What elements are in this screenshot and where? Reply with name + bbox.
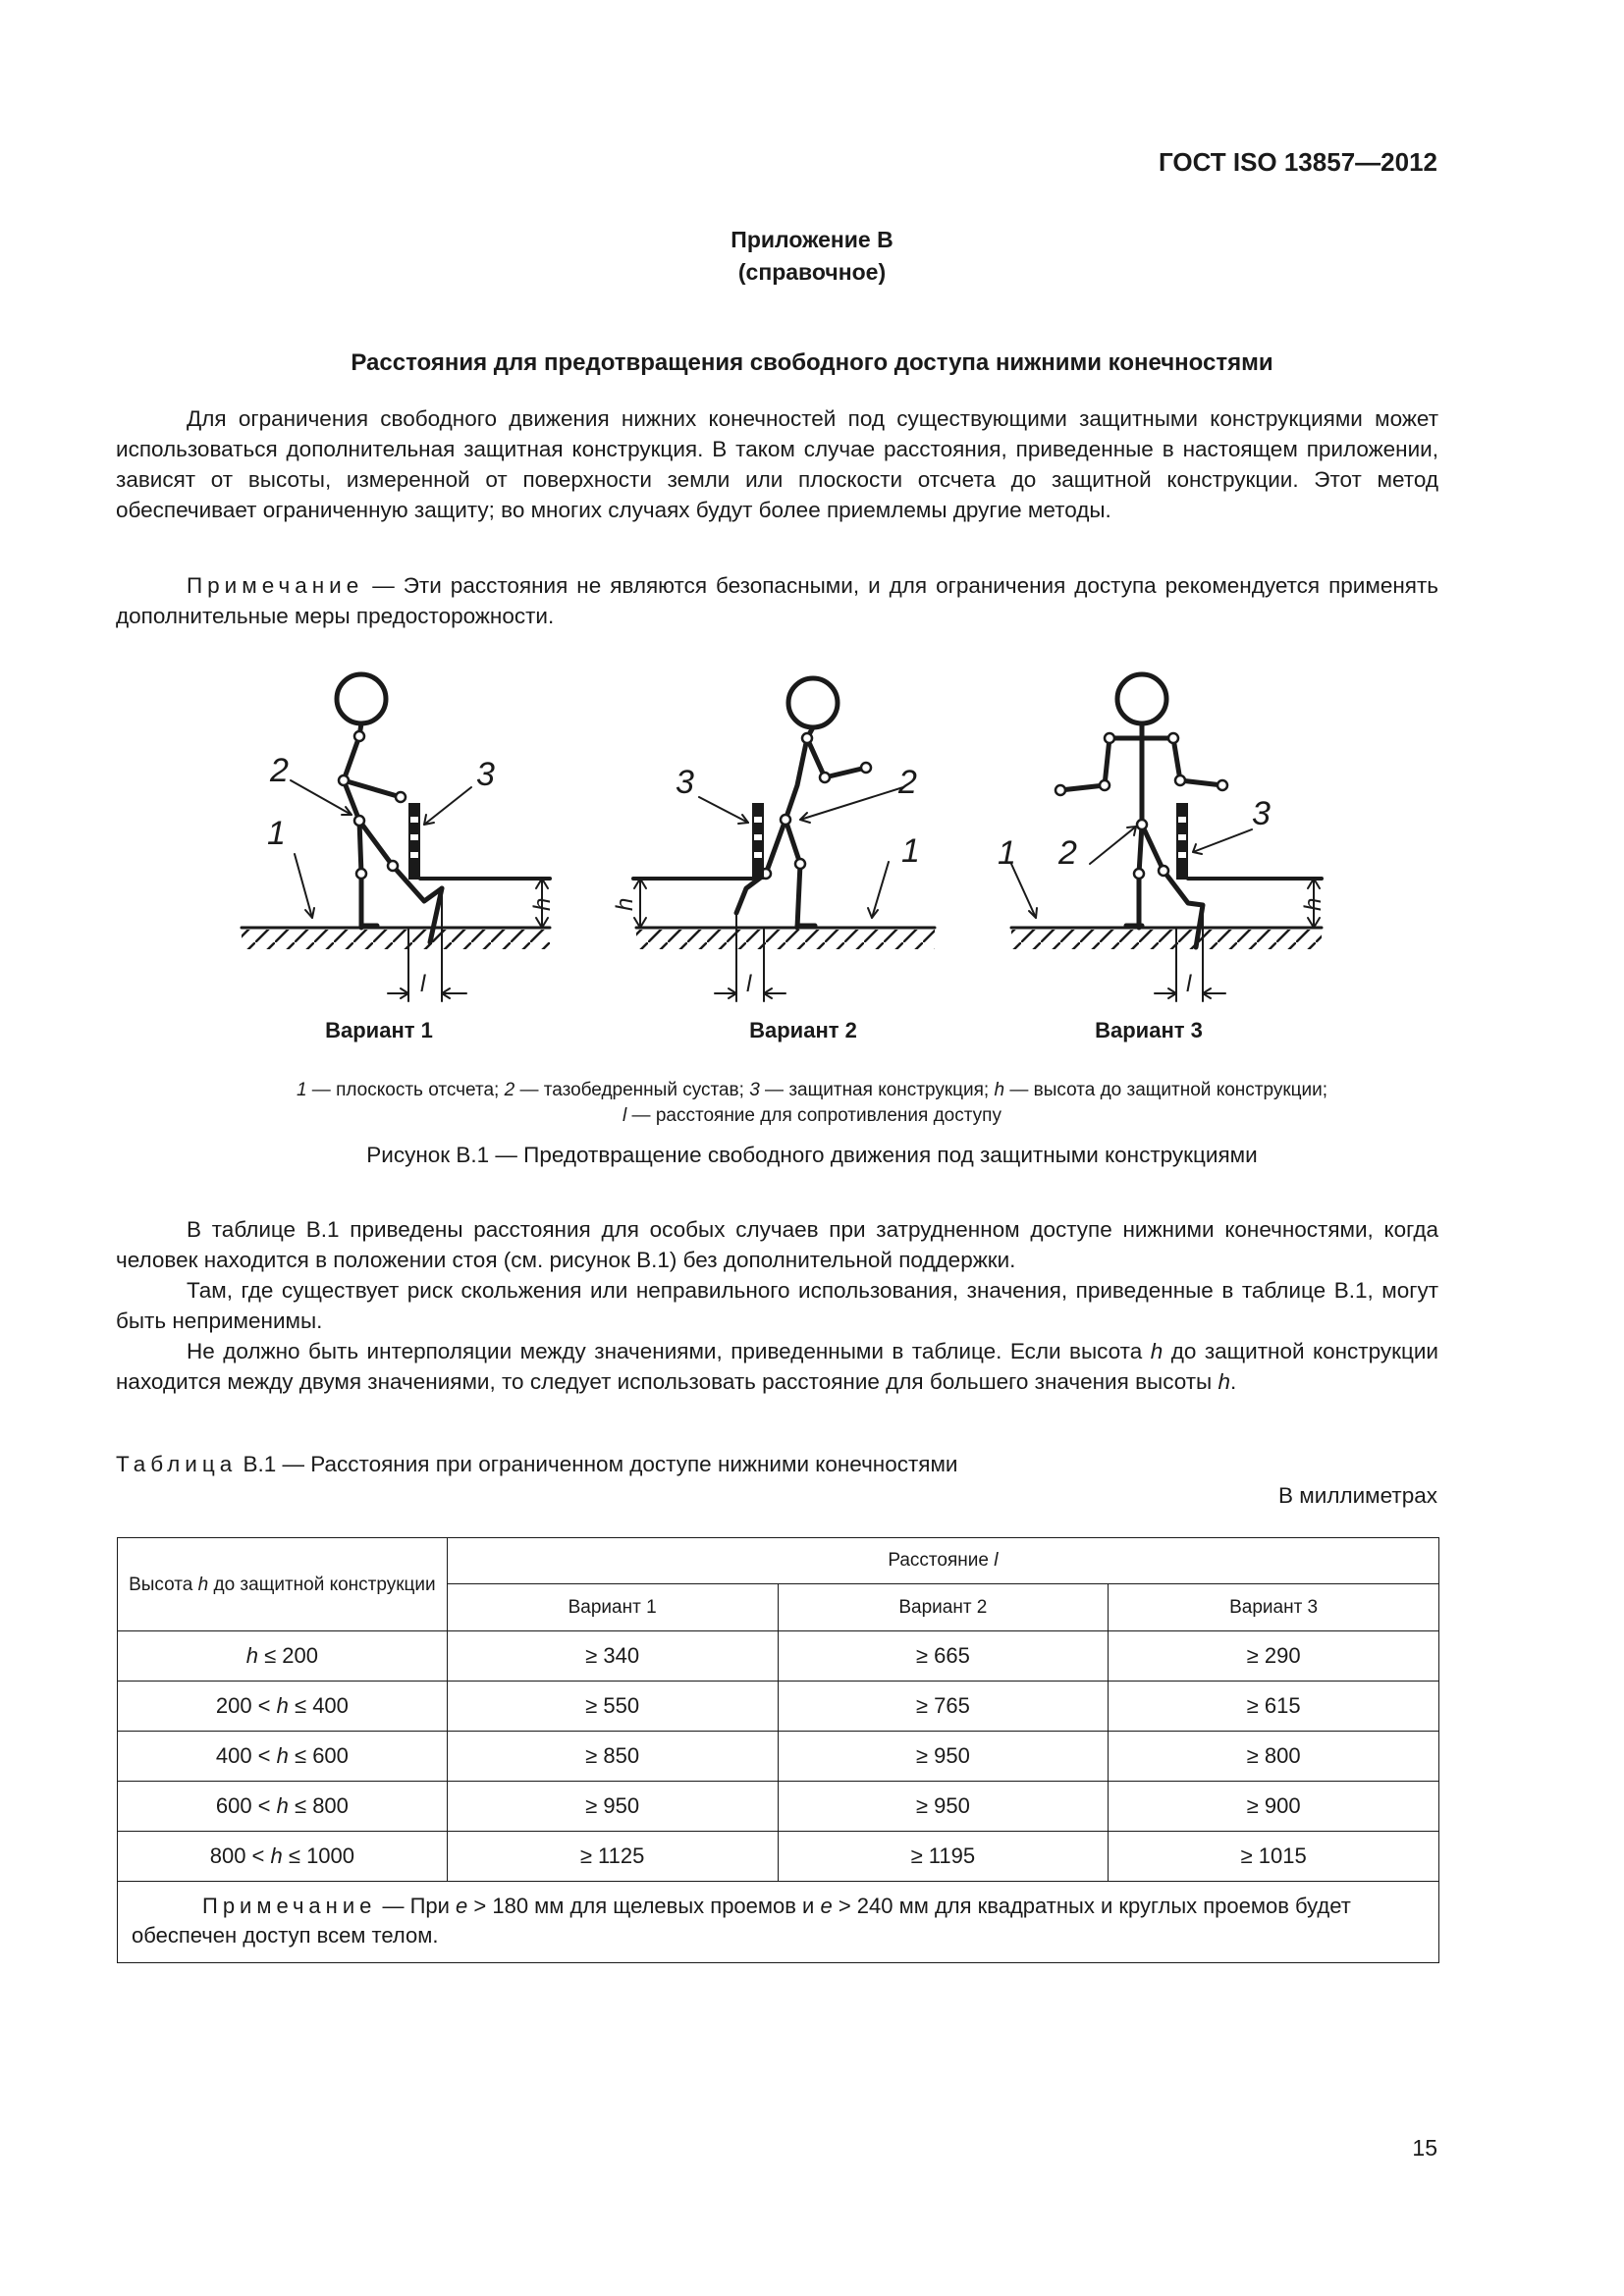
label-2: 2 (1058, 834, 1077, 872)
figure-caption: Рисунок В.1 — Предотвращение свободного движения под защитными конструкциями (366, 1143, 1258, 1167)
table-note: Примечание — При e > 180 мм для щелевых проемов и e > 240 мм для квадратных и круглых проемов будет обеспечен доступ всем телом. (118, 1882, 1439, 1963)
figure-legend (0, 1078, 1624, 1129)
variant-2-drawing (633, 678, 935, 1001)
label-l: l (420, 971, 426, 997)
table-row: 400 < h ≤ 600 ≥ 850 ≥ 950 ≥ 800 (118, 1732, 1439, 1782)
table-header-variant-3: Вариант 3 (1109, 1584, 1439, 1631)
table-row: 800 < h ≤ 1000 ≥ 1125 ≥ 1195 ≥ 1015 (118, 1832, 1439, 1882)
hip-joint-icon (1137, 820, 1147, 829)
appendix-heading (0, 224, 1624, 289)
intro-text: Для ограничения свободного движения нижних конечностей под существующими защитными конструкциями может использоваться дополнительная защитная конструкция. В таком случае расстояния, приведенные в настоящем приложении, зависят от высоты, измеренной от поверхности земли или плоскости отсчета до защитной конструкции. Этот метод обеспечивает ограниченную защиту; во многих случаях будут более приемлемы другие методы. (116, 406, 1438, 522)
head-icon (788, 678, 838, 727)
variant-3-label: Вариант 3 (1095, 1018, 1203, 1042)
note-label: Примечание (187, 573, 364, 598)
figure-b1 (0, 648, 1624, 1060)
hip-joint-icon (781, 815, 790, 825)
hip-joint-icon (354, 816, 364, 826)
body-paragraph-1: В таблице В.1 приведены расстояния для особых случаев при затрудненном доступе нижними конечностями, когда человек находится в положении стоя (см. рисунок В.1) без дополнительной поддержки. (116, 1217, 1438, 1272)
guard-structure-icon (408, 803, 420, 880)
variant-1-label: Вариант 1 (325, 1018, 433, 1042)
label-h: h (529, 897, 556, 911)
label-2: 2 (270, 752, 289, 789)
guard-structure-icon (1176, 803, 1188, 880)
intro-paragraph (116, 403, 1438, 525)
label-1: 1 (267, 815, 286, 852)
page-number: 15 (1412, 2135, 1437, 2161)
label-1: 1 (998, 834, 1016, 872)
label-h: h (1300, 897, 1326, 911)
table-row: 200 < h ≤ 400 ≥ 550 ≥ 765 ≥ 615 (118, 1682, 1439, 1732)
table-row: h ≤ 200 ≥ 340 ≥ 665 ≥ 290 (118, 1631, 1439, 1682)
label-2: 2 (898, 764, 917, 801)
label-h: h (612, 897, 638, 911)
guard-structure-icon (752, 803, 764, 880)
label-l: l (746, 971, 752, 997)
label-3: 3 (676, 764, 694, 801)
section-title: Расстояния для предотвращения свободного доступа нижними конечностями (351, 349, 1273, 376)
table-caption: Таблица В.1 — Расстояния при ограниченном доступе нижними конечностями (116, 1452, 958, 1476)
head-icon (1117, 674, 1166, 723)
table-row: 600 < h ≤ 800 ≥ 950 ≥ 950 ≥ 900 (118, 1782, 1439, 1832)
variant-1-drawing (242, 674, 550, 1001)
table-units: В миллиметрах (1278, 1483, 1437, 1508)
body-paragraph-3: Не должно быть интерполяции между значениями, приведенными в таблице. Если высота h до защитной конструкции находится между двумя значениями, то следует использовать расстояние для большего значения высоты h. (116, 1339, 1438, 1394)
table-note-row (118, 1882, 1439, 1963)
legend-line-2: l — расстояние для сопротивления доступу (623, 1105, 1001, 1126)
document-standard-number: ГОСТ ISO 13857—2012 (1158, 147, 1437, 177)
note-text: — Эти расстояния не являются безопасными, и для ограничения доступа рекомендуется применять дополнительные меры предосторожности. (116, 573, 1438, 628)
intro-note (116, 570, 1438, 631)
distances-table (117, 1537, 1439, 1963)
label-1: 1 (901, 832, 920, 870)
label-l: l (1186, 971, 1192, 997)
table-header-distance: Расстояние l (447, 1538, 1438, 1584)
appendix-title: Приложение В (731, 227, 893, 252)
table-header-height: Высота h до защитной конструкции (118, 1538, 448, 1631)
body-paragraph-2: Там, где существует риск скольжения или неправильного использования, значения, приведенные в таблице В.1, могут быть неприменимы. (116, 1278, 1438, 1333)
legend-line-1: 1 — плоскость отсчета; 2 — тазобедренный сустав; 3 — защитная конструкция; h — высота до защитной конструкции; (296, 1080, 1328, 1100)
variant-2-label: Вариант 2 (749, 1018, 857, 1042)
appendix-subtitle: (справочное) (737, 259, 887, 285)
table-header-variant-2: Вариант 2 (778, 1584, 1109, 1631)
label-3: 3 (1252, 795, 1271, 832)
label-3: 3 (476, 756, 495, 793)
head-icon (337, 674, 386, 723)
table-header-variant-1: Вариант 1 (447, 1584, 778, 1631)
